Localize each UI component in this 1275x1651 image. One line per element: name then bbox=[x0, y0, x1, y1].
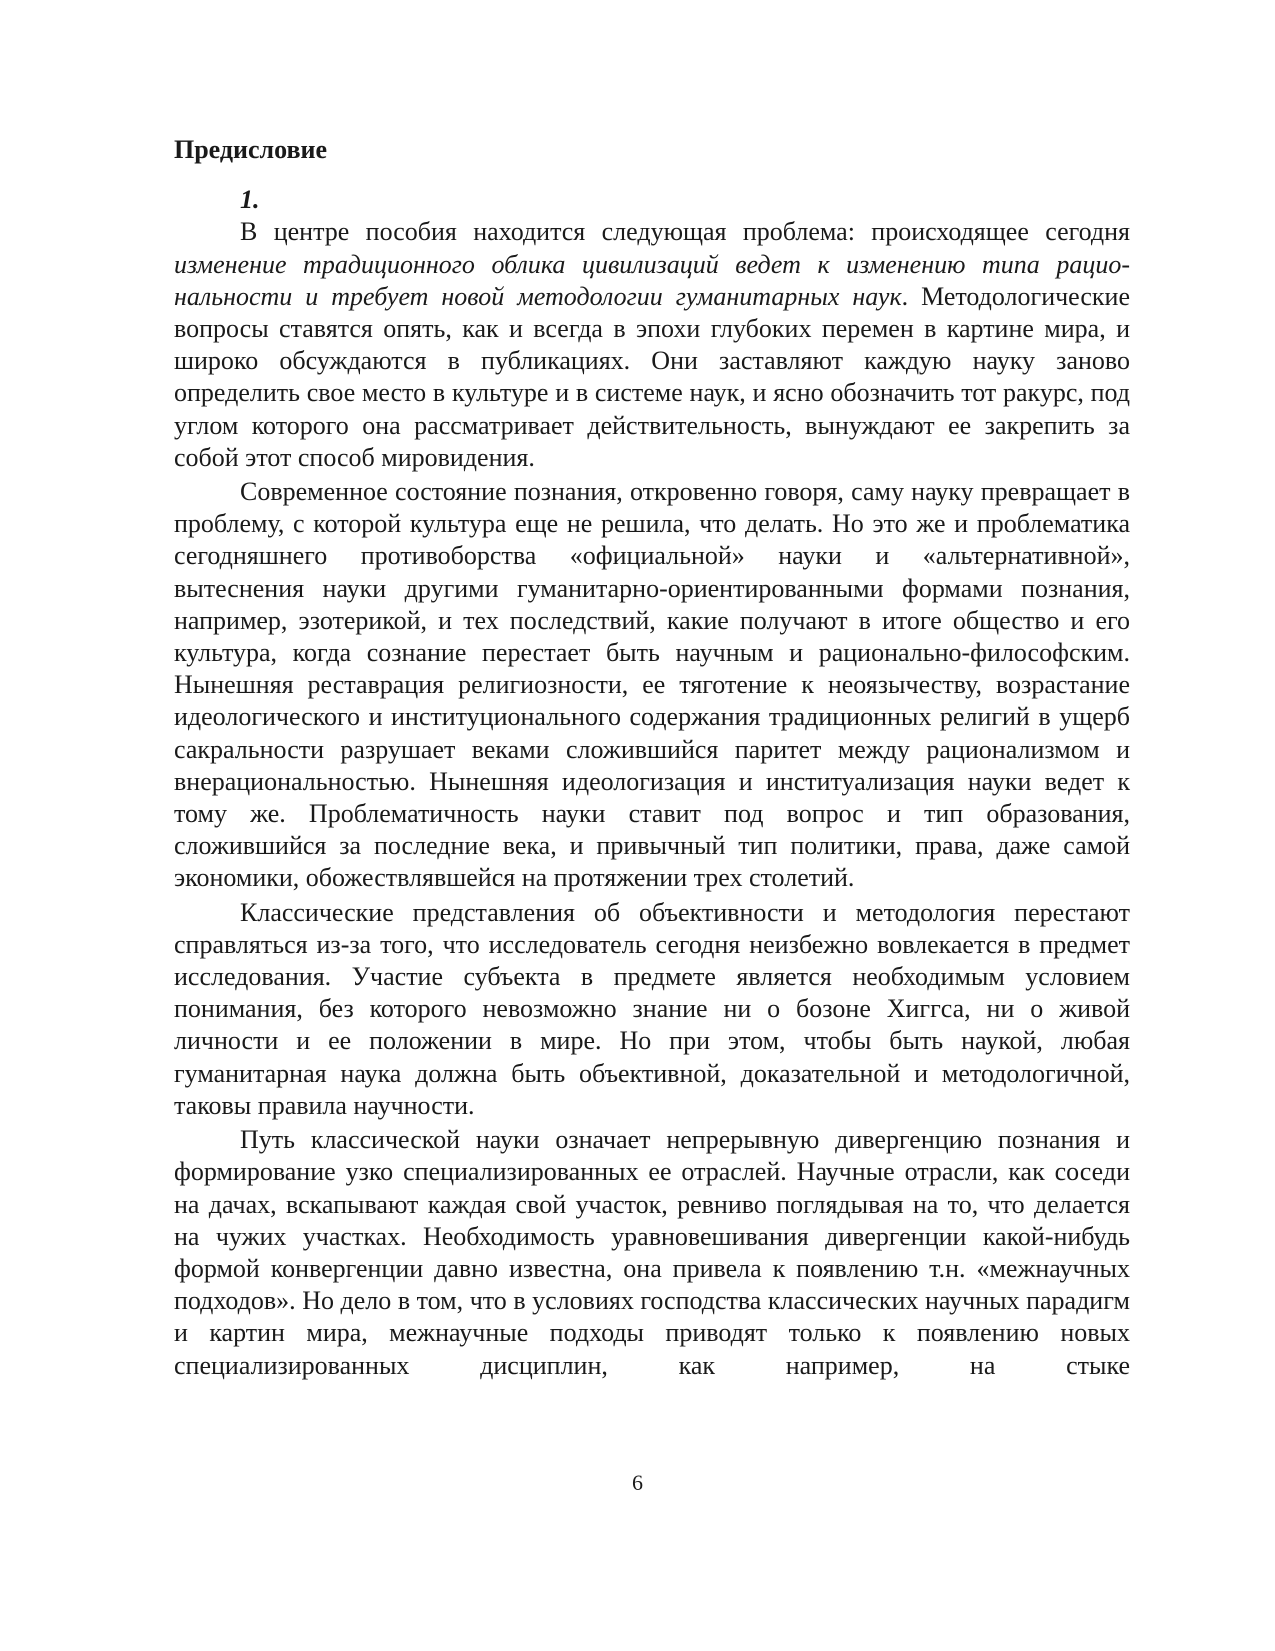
paragraph-1-text-a: В центре пособия находится следующая проблема: происходящее сегодня bbox=[240, 217, 1130, 247]
paragraph-1-italic-thesis: изменение традиционного облика цивилизаций ведет к изменению типа рациональности и требует новой методологии гуманитарных наук bbox=[174, 249, 1130, 311]
paragraph-3: Классические представления об объективности и методология перестают справляться из-за того, что исследователь сегодня неизбежно вовлекается в предмет исследования. Участие субъекта в предмете является необходимым условием понимания, без которого невозможно знание ни о бозоне Хиггса, ни о живой личности и ее положении в мире. Но при этом, чтобы быть наукой, любая гуманитарная наука должна быть объективной, доказательной и методологичной, таковы правила научности. bbox=[174, 897, 1130, 1120]
section-number: 1. bbox=[240, 185, 260, 215]
page-number: 6 bbox=[632, 1470, 643, 1495]
page-title: Предисловие bbox=[174, 135, 328, 164]
paragraph-1 bbox=[174, 216, 1130, 474]
paragraph-1-text-b: . Методологические вопросы ставятся опять, как и всегда в эпохи глубоких перемен в картине мира, и широко обсуждаются в публикациях. Они заставляют каждую науку заново определить свое место в культуре и в системе наук, и ясно обозначить тот ракурс, под углом которого она рассматривает действительность, вынуждают ее закрепить за собой этот способ мировидения. bbox=[174, 281, 1130, 472]
paragraph-2: Современное состояние познания, откровенно говоря, саму науку превращает в проблему, с которой культура еще не решила, что делать. Но это же и проблематика сегодняшнего противоборства «официальной» науки и «альтернативной», вытеснения науки другими гуманитарно-ориентированными формами познания, например, эзотерикой, и тех последствий, какие получают в итоге общество и его культура, когда сознание перестает быть научным и рационально-философским. Нынешняя реставрация религиозности, ее тяготение к неоязычеству, возрастание идеологического и институционального содержания традиционных религий в ущерб сакральности разрушает веками сложившийся паритет между рационализмом и внерациональностью. Нынешняя идеологизация и институализация науки ведет к тому же. Проблематичность науки ставит под вопрос и тип образования, сложившийся за последние века, и привычный тип политики, права, даже самой экономики, обожествлявшейся на протяжении трех столетий. bbox=[174, 477, 1130, 893]
page-body bbox=[174, 134, 1130, 1382]
paragraph-4: Путь классической науки означает непрерывную дивергенцию познания и формирование узко специализированных ее отраслей. Научные отрасли, как соседи на дачах, вскапывают каждая свой участок, ревниво поглядывая на то, что делается на чужих участках. Необходимость уравновешивания дивергенции какой-нибудь формой конвергенции давно известна, она привела к появлению т.н. «межнаучных подходов». Но дело в том, что в условиях господства классических научных парадигм и картин мира, межнаучные подходы приводят только к появлению новых специализированных дисциплин, как например, на стыке bbox=[174, 1125, 1130, 1380]
